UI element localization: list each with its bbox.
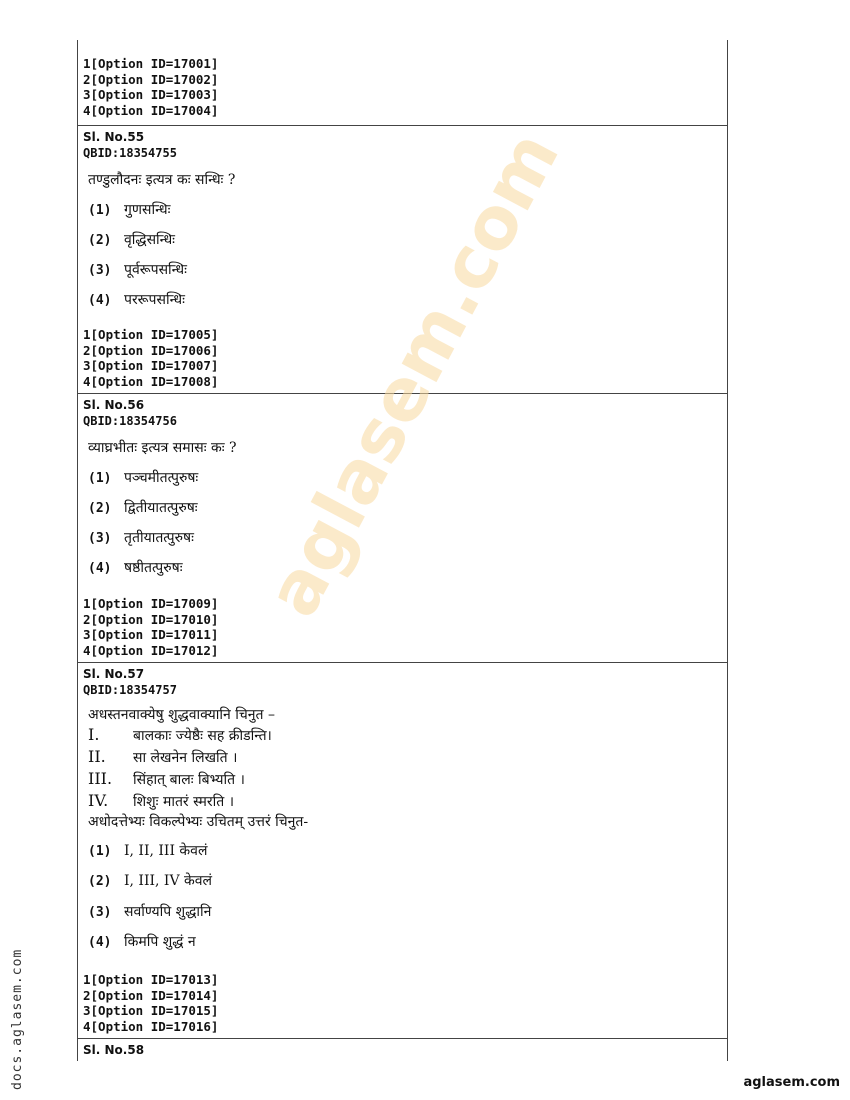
- question-text: व्याघ्रभीतः इत्यत्र समासः कः ?: [88, 440, 237, 456]
- side-watermark: docs.aglasem.com: [10, 948, 25, 1090]
- option-id: 3[Option ID=17007]: [83, 358, 219, 373]
- option-id: 1[Option ID=17001]: [83, 56, 219, 71]
- option-text: षष्ठीतत्पुरुषः: [124, 560, 183, 576]
- option-1: [88, 841, 207, 860]
- option-id: 2[Option ID=17010]: [83, 611, 219, 627]
- statement-text: शिशुः मातरं स्मरति ।: [133, 794, 235, 810]
- question-58: [78, 1038, 727, 1062]
- question-header: [78, 1043, 727, 1059]
- option-id-list: [83, 972, 218, 1034]
- option-id: 3[Option ID=17015]: [83, 1003, 219, 1018]
- option-number: (2): [88, 874, 112, 889]
- serial-number: Sl. No.57: [83, 667, 145, 681]
- option-id: 1[Option ID=17009]: [83, 596, 219, 611]
- qbid: QBID:18354757: [83, 682, 177, 697]
- statement-text: बालकाः ज्येष्ठैः सह क्रीडन्ति।: [133, 728, 272, 744]
- option-id-list: [83, 327, 218, 389]
- option-id: 3[Option ID=17011]: [83, 627, 219, 642]
- option-text: पञ्चमीतत्पुरुषः: [124, 470, 199, 486]
- option-id: 2[Option ID=17006]: [83, 342, 219, 358]
- option-number: (2): [88, 501, 112, 516]
- option-text: द्वितीयातत्पुरुषः: [124, 500, 198, 516]
- option-2: [88, 871, 212, 890]
- option-id: 4[Option ID=17012]: [83, 642, 219, 658]
- option-id: 1[Option ID=17005]: [83, 327, 219, 342]
- statement-numeral: III.: [88, 769, 113, 788]
- option-text: पूर्वरूपसन्धिः: [124, 262, 187, 278]
- option-number: (3): [88, 905, 112, 920]
- option-id: 1[Option ID=17013]: [83, 972, 219, 987]
- option-number: (4): [88, 561, 112, 576]
- question-text: तण्डुलौदनः इत्यत्र कः सन्धिः ?: [88, 172, 236, 188]
- option-number: (3): [88, 263, 112, 278]
- option-4: [88, 290, 185, 309]
- option-2: [88, 230, 175, 249]
- question-header: [78, 130, 727, 161]
- option-number: (1): [88, 471, 112, 486]
- serial-number: Sl. No.56: [83, 398, 145, 412]
- serial-number: Sl. No.55: [83, 130, 145, 144]
- option-number: (4): [88, 935, 112, 950]
- option-id: 4[Option ID=17008]: [83, 373, 219, 389]
- statement-numeral: II.: [88, 747, 106, 766]
- option-text: वृद्धिसन्धिः: [124, 232, 176, 248]
- option-text: किमपि शुद्धं न: [124, 934, 196, 950]
- question-57: [78, 662, 727, 1039]
- watermark: aglasem.com: [250, 117, 576, 630]
- q54-tail: [78, 56, 727, 125]
- option-1: [88, 200, 170, 219]
- option-number: (1): [88, 844, 112, 859]
- option-id: 3[Option ID=17003]: [83, 87, 219, 102]
- option-text: तृतीयातत्पुरुषः: [124, 530, 194, 546]
- option-text: I, II, III केवलं: [124, 843, 208, 859]
- option-text: सर्वाण्यपि शुद्धानि: [124, 904, 212, 920]
- statement-2: [88, 747, 237, 767]
- question-header: [78, 667, 727, 698]
- option-id: 2[Option ID=17014]: [83, 987, 219, 1003]
- qbid: QBID:18354756: [83, 413, 177, 428]
- option-3: [88, 260, 187, 279]
- qbid: QBID:18354755: [83, 145, 177, 160]
- statement-numeral: IV.: [88, 791, 109, 810]
- option-number: (4): [88, 293, 112, 308]
- option-4: [88, 558, 183, 577]
- question-text: अधस्तनवाक्येषु शुद्धवाक्यानि चिनुत –: [88, 707, 275, 723]
- option-number: (2): [88, 233, 112, 248]
- statement-4: [88, 791, 234, 811]
- footer-brand: aglasem.com: [743, 1075, 840, 1090]
- option-id: 2[Option ID=17002]: [83, 71, 219, 87]
- statement-text: सा लेखनेन लिखति ।: [133, 750, 238, 766]
- option-text: पररूपसन्धिः: [124, 292, 185, 308]
- option-number: (3): [88, 531, 112, 546]
- statement-3: [88, 769, 245, 789]
- option-id: 4[Option ID=17016]: [83, 1018, 219, 1034]
- instruction-text: अधोदत्तेभ्यः विकल्पेभ्यः उचितम् उत्तरं चिनुत-: [88, 814, 309, 830]
- question-paper-frame: [77, 40, 728, 1061]
- option-1: [88, 468, 198, 487]
- statement-numeral: I.: [88, 725, 100, 744]
- option-3: [88, 902, 211, 921]
- serial-number: Sl. No.58: [83, 1043, 145, 1057]
- statement-1: [88, 725, 272, 745]
- option-text: गुणसन्धिः: [124, 202, 171, 218]
- option-text: I, III, IV केवलं: [124, 873, 213, 889]
- statement-text: सिंहात् बालः बिभ्यति ।: [133, 772, 245, 788]
- option-3: [88, 528, 194, 547]
- option-id: 4[Option ID=17004]: [83, 102, 219, 118]
- option-number: (1): [88, 203, 112, 218]
- option-id-list: [83, 596, 218, 658]
- option-4: [88, 932, 196, 951]
- option-2: [88, 498, 198, 517]
- option-id-list: [83, 56, 218, 118]
